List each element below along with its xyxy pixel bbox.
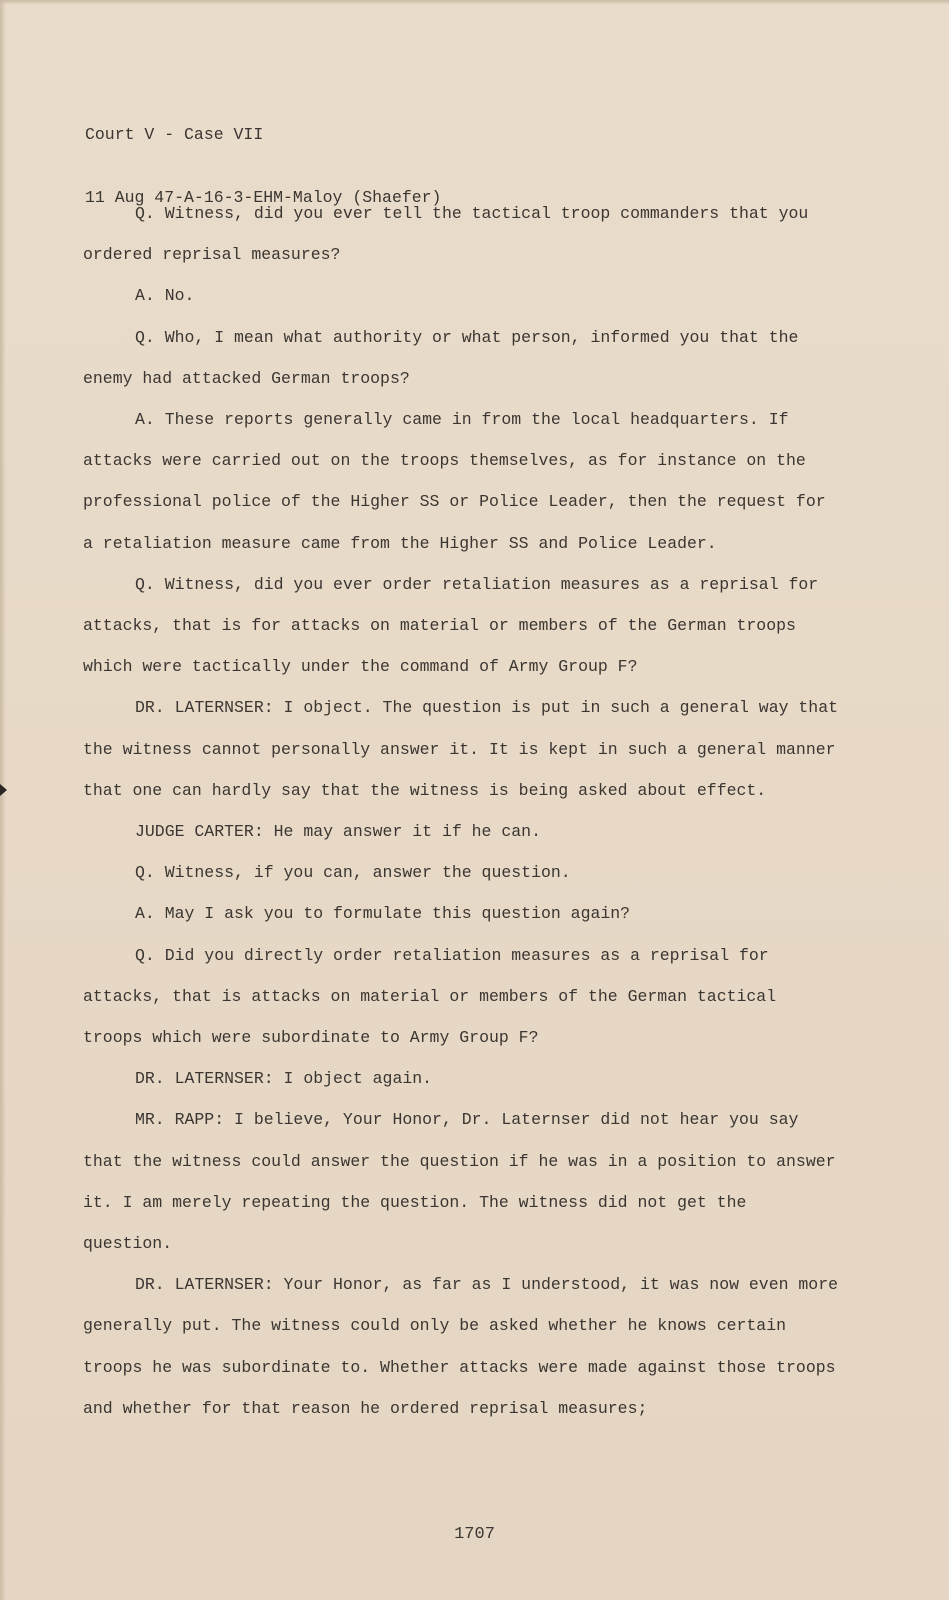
transcript-body <box>83 193 843 1429</box>
header-court-case: Court V - Case VII <box>85 125 264 144</box>
transcript-paragraph: JUDGE CARTER: He may answer it if he can. <box>135 822 541 842</box>
scan-edge-left <box>0 0 6 1600</box>
margin-arrow-mark <box>0 784 7 796</box>
transcript-paragraph: A. May I ask you to formulate this question again? <box>135 904 631 924</box>
transcript-paragraph: Q. Witness, did you ever tell the tactical troop commanders that you ordered reprisal measures? <box>83 204 809 265</box>
transcript-paragraph: Q. Witness, did you ever order retaliation measures as a reprisal for attacks, that is for attacks on material or members of the German troops which were tactically under the command of Army Group F? <box>83 574 819 677</box>
transcript-paragraph: A. No. <box>135 286 195 306</box>
page-number: 1707 <box>454 1525 495 1544</box>
transcript-paragraph: Q. Witness, if you can, answer the question. <box>135 863 571 883</box>
transcript-paragraph: DR. LATERNSER: I object again. <box>135 1069 433 1089</box>
transcript-paragraph: Q. Who, I mean what authority or what person, informed you that the enemy had attacked German troops? <box>83 327 799 388</box>
transcript-paragraph: Q. Did you directly order retaliation measures as a reprisal for attacks, that is attacks on material or members of the German tactical troops which were subordinate to Army Group F? <box>83 945 777 1048</box>
scan-edge-top <box>0 0 949 5</box>
transcript-paragraph: DR. LATERNSER: I object. The question is put in such a general way that the witness cannot personally answer it. It is kept in such a general manner that one can hardly say that the witness is being asked about effect. <box>83 698 839 800</box>
header-session-reference: 11 Aug 47-A-16-3-EHM-Maloy (Shaefer) <box>85 188 442 207</box>
transcript-paragraph: MR. RAPP: I believe, Your Honor, Dr. Laternser did not hear you say that the witness could answer the question if he was in a position to answer it. I am merely repeating the question. The witness did not get the question. <box>83 1110 836 1254</box>
transcript-paragraph: A. These reports generally came in from the local headquarters. If attacks were carried out on the troops themselves, as for instance on the professional police of the Higher SS or Police Leader, then the request for a retaliation measure came from the Higher SS and Police Leader. <box>83 410 826 553</box>
transcript-paragraph: DR. LATERNSER: Your Honor, as far as I understood, it was now even more generally put. The witness could only be asked whether he knows certain troops he was subordinate to. Whether attacks were made against those troops and whether for that reason he ordered reprisal measures; <box>83 1275 839 1418</box>
